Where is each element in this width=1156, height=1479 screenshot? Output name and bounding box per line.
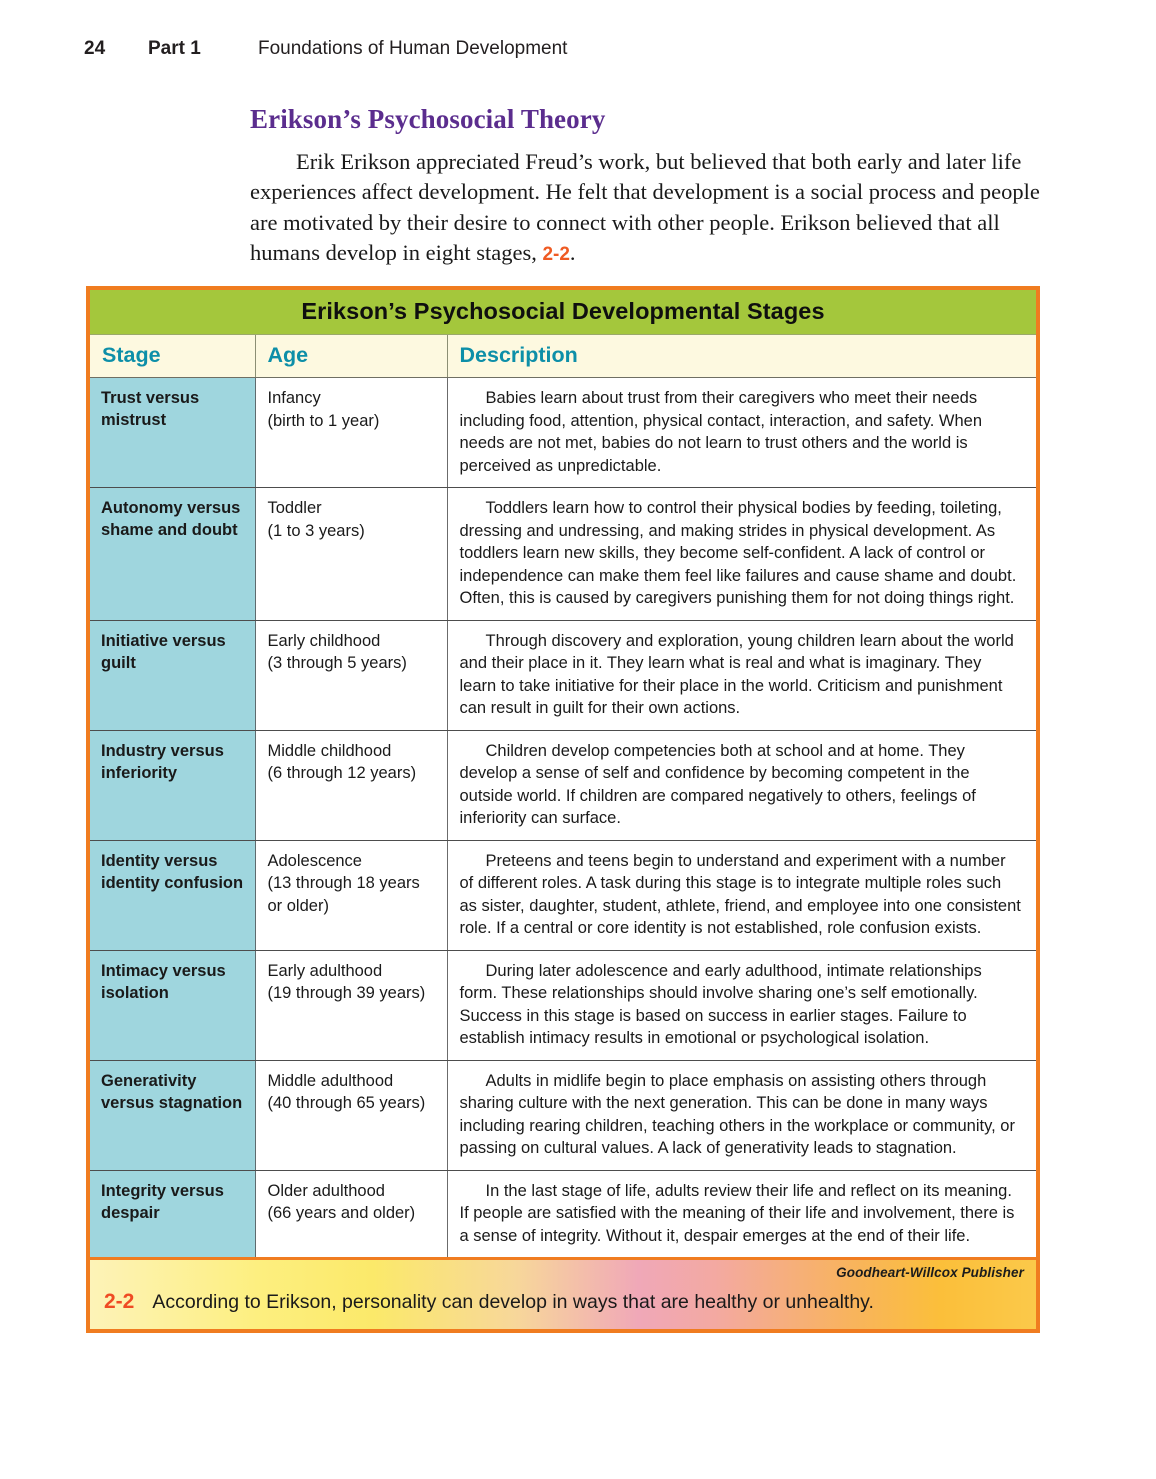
table-row [90,1170,1036,1257]
part-label: Part 1 [148,38,201,59]
paragraph-text-lead: Erik Erikson appreciated Freud’s work, but believed that both early and later life experiences affect development. He felt that development is a social process and people are motivated by their desire to connect with other people. Erikson believed that all humans develop in eight stages, [250,148,1040,265]
cell-description: Toddlers learn how to control their physical bodies by feeding, toileting, dressing and undressing, and making strides in physical development. As toddlers learn new skills, they become self-confident. A lack of control or independence can make them feel like failures and cause shame and doubt. Often, this is caused by caregivers punishing them for not doing things right. [447,488,1036,621]
figure-reference-link[interactable]: 2-2 [542,244,570,265]
cell-age: Middle adulthood (40 through 65 years) [255,1060,447,1170]
cell-stage: Industry versus inferiority [90,730,255,840]
table-row [90,620,1036,730]
table-row [90,1060,1036,1170]
paragraph-text-tail: . [569,240,576,265]
column-header-description: Description [447,335,1036,378]
figure-caption [104,1290,874,1314]
cell-description: Through discovery and exploration, young children learn about the world and their place in it. They learn what is real and what is imaginary. They learn to take initiative for their place in the world. Criticism and punishment can result in guilt for their own actions. [447,620,1036,730]
figure-2-2 [86,286,1040,1333]
cell-stage: Integrity versus despair [90,1170,255,1257]
cell-age: Middle childhood (6 through 12 years) [255,730,447,840]
column-header-stage: Stage [90,335,255,378]
stages-table [90,290,1036,1257]
cell-age: Toddler (1 to 3 years) [255,488,447,621]
table-row [90,950,1036,1060]
caption-text: According to Erikson, personality can develop in ways that are healthy or unhealthy. [152,1291,874,1313]
table-title-row [90,290,1036,335]
table-row [90,730,1036,840]
body-paragraph [250,147,1040,271]
table-row [90,378,1036,488]
page-number: 24 [84,38,106,59]
figure-caption-band [86,1257,1040,1333]
cell-description: Babies learn about trust from their caregivers who meet their needs including food, attention, physical contact, interaction, and safety. When needs are not met, babies do not learn to trust others and the world is perceived as unpredictable. [447,378,1036,488]
running-head [84,38,567,60]
stages-table-container [86,286,1040,1257]
cell-stage: Trust versus mistrust [90,378,255,488]
cell-stage: Identity versus identity confusion [90,840,255,950]
section-heading: Erikson’s Psychosocial Theory [250,104,606,135]
cell-description: During later adolescence and early adulthood, intimate relationships form. These relationships should involve sharing one’s self emotionally. Success in this stage is based on success in earlier stages. Failure to establish intimacy results in emotional or psychological isolation. [447,950,1036,1060]
cell-stage: Initiative versus guilt [90,620,255,730]
publisher-credit: Goodheart-Willcox Publisher [836,1265,1024,1280]
cell-stage: Intimacy versus isolation [90,950,255,1060]
cell-description: Children develop competencies both at school and at home. They develop a sense of self and confidence by becoming competent in the outside world. If children are compared negatively to others, feelings of inferiority can surface. [447,730,1036,840]
cell-description: In the last stage of life, adults review their life and reflect on its meaning. If people are satisfied with the meaning of their life and involvement, there is a sense of integrity. Without it, despair emerges at the end of their life. [447,1170,1036,1257]
cell-stage: Generativity versus stagnation [90,1060,255,1170]
cell-age: Early childhood (3 through 5 years) [255,620,447,730]
table-row [90,488,1036,621]
cell-description: Preteens and teens begin to understand and experiment with a number of different roles. A task during this stage is to integrate multiple roles such as sister, daughter, student, athlete, friend, and employee into one consistent role. If a central or core identity is not established, role confusion exists. [447,840,1036,950]
cell-age: Infancy (birth to 1 year) [255,378,447,488]
caption-number: 2-2 [104,1290,135,1313]
cell-stage: Autonomy versus shame and doubt [90,488,255,621]
table-header-row [90,335,1036,378]
part-title: Foundations of Human Development [258,38,568,59]
table-title: Erikson’s Psychosocial Developmental Stages [90,290,1036,335]
cell-age: Early adulthood (19 through 39 years) [255,950,447,1060]
cell-age: Adolescence (13 through 18 years or older) [255,840,447,950]
column-header-age: Age [255,335,447,378]
cell-description: Adults in midlife begin to place emphasis on assisting others through sharing culture with the next generation. This can be done in many ways including rearing children, teaching others in the workplace or community, or passing on cultural values. A lack of generativity leads to stagnation. [447,1060,1036,1170]
stages-table-body [90,290,1036,1257]
cell-age: Older adulthood (66 years and older) [255,1170,447,1257]
table-row [90,840,1036,950]
